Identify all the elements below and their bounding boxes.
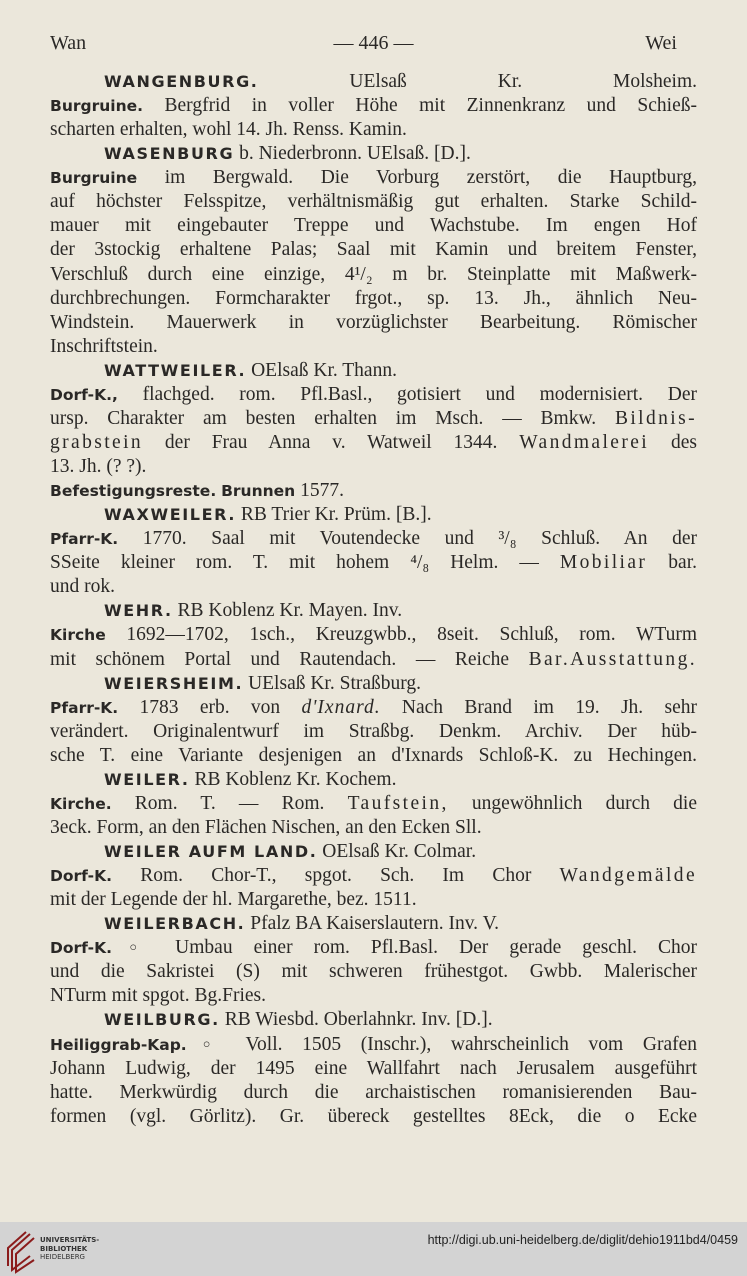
text-segment: formen (vgl. Görlitz). Gr. übereck gestelltes 8Eck, die o Ecke (50, 1105, 697, 1127)
text-line (50, 166, 697, 190)
building-label: Burgruine (50, 169, 138, 188)
text-segment: der 3stockig erhaltene Palas; Saal mit Kamin und breitem Fenster, (50, 239, 697, 261)
text-segment: bar. (647, 552, 697, 574)
text-line (50, 864, 697, 888)
text-line (50, 118, 697, 142)
entry-heading-line (50, 912, 697, 936)
text-line (50, 720, 697, 744)
text-segment: Windstein. Mauerwerk in vorzüglichster Bearbeitung. Römischer (50, 311, 697, 333)
text-segment: SSeite kleiner rom. T. mit hohem ⁴/₈ Helm. — (50, 552, 560, 574)
place-name: WANGENBURG. (104, 72, 259, 91)
text-segment: flachged. rom. Pfl.Basl., gotisiert und modernisiert. Der (117, 383, 697, 405)
library-name (40, 1236, 99, 1262)
text-segment: RB Trier Kr. Prüm. [B.]. (236, 504, 432, 526)
place-name: WEILERBACH. (104, 914, 246, 934)
text-segment: 1577. (295, 480, 344, 502)
text-segment: OElsaß Kr. Thann. (246, 359, 397, 381)
text-line (50, 455, 697, 479)
text-segment: Johann Ludwig, der 1495 eine Wallfahrt nach Jerusalem ausgeführt (50, 1057, 697, 1079)
text-segment: Rom. Chor-T., spgot. Sch. Im Chor (111, 865, 560, 887)
text-line (50, 407, 697, 431)
library-logo-icon (6, 1230, 38, 1274)
text-line (50, 311, 697, 335)
text-line (50, 623, 697, 647)
building-label: Pfarr-K. (50, 698, 119, 717)
text-line (50, 1081, 697, 1105)
building-label: Kirche. (50, 794, 112, 813)
text-segment: b. Niederbronn. UElsaß. [D.]. (234, 143, 471, 165)
building-label: Befestigungsreste. (50, 482, 217, 501)
text-segment: der Frau Anna v. Watweil 1344. (143, 431, 520, 453)
text-line (50, 792, 697, 816)
place-name: WAXWEILER. (104, 505, 236, 525)
text-line (50, 383, 697, 407)
text-segment: grabstein (50, 431, 144, 453)
text-line (50, 335, 697, 359)
text-segment: Pfalz BA Kaiserslautern. Inv. V. (245, 913, 500, 935)
text-line (50, 238, 697, 262)
building-label: Kirche (50, 626, 106, 645)
text-segment: RB Koblenz Kr. Mayen. Inv. (172, 600, 403, 622)
text-segment: mauer mit eingebauter Treppe und Wachstube. Im engen Hof (50, 215, 697, 237)
entry-heading-line (50, 768, 697, 792)
text-segment: 3eck. Form, an den Flächen Nischen, an den Ecken Sll. (50, 816, 482, 838)
place-name: WEILER AUFM LAND. (104, 842, 318, 861)
entry-heading-line (50, 142, 697, 166)
text-line (50, 263, 697, 287)
text-line (50, 936, 697, 960)
text-segment: Umbau einer rom. Pfl.Basl. Der gerade geschl. Chor (154, 937, 697, 959)
text-segment: und rok. (50, 576, 115, 598)
text-segment: des (649, 431, 697, 453)
text-segment: sche T. eine Variante desjenigen an d'Ixnards Schloß-K. zu Hechingen. (50, 744, 697, 766)
entry-heading-line (50, 672, 697, 696)
text-segment: UElsaß Kr. Molsheim. (258, 71, 697, 92)
text-line (50, 1105, 697, 1129)
text-segment: 1770. Saal mit Voutendecke und ³/₈ Schluß. An der (118, 528, 697, 550)
entry-heading-line (50, 840, 697, 864)
text-segment: Voll. 1505 (Inschr.), wahrscheinlich vom Grafen (226, 1033, 698, 1055)
text-segment: Taufstein, (347, 792, 449, 814)
library-name-line: HEIDELBERG (40, 1253, 85, 1261)
text-segment: Bergfrid in voller Höhe mit Zinnenkranz und Schieß- (143, 95, 697, 117)
running-head-left: Wan (50, 32, 87, 54)
text-segment: Bar.Ausstattung. (528, 648, 697, 670)
text-line (50, 1057, 697, 1081)
place-name: WASENBURG (104, 144, 235, 164)
text-segment: Rom. T. — Rom. (111, 792, 348, 814)
entry-heading-line (50, 503, 697, 527)
text-segment: OElsaß Kr. Colmar. (317, 841, 477, 862)
text-line (50, 287, 697, 311)
text-segment: UElsaß Kr. Straßburg. (243, 672, 422, 694)
building-label: Pfarr-K. (50, 530, 119, 549)
text-segment: d'Ixnard. (301, 696, 381, 718)
text-segment: RB Koblenz Kr. Kochem. (189, 768, 397, 790)
building-label: Dorf-K.◦ (50, 939, 155, 958)
text-line (50, 816, 697, 840)
entry-heading-line (50, 599, 697, 623)
text-segment: Mobiliar (559, 552, 648, 574)
text-segment: und die Sakristei (S) mit schweren frühestgot. Gwbb. Malerischer (50, 961, 697, 983)
place-name: WATTWEILER. (104, 360, 247, 380)
building-label: Heiliggrab-Kap.◦ (50, 1035, 227, 1054)
text-segment: verändert. Originalentwurf im Straßbg. Denkm. Archiv. Der hüb- (50, 720, 697, 742)
text-line (50, 960, 697, 984)
text-segment: 13. Jh. (? ?). (50, 456, 147, 477)
building-label: Dorf-K., (50, 385, 118, 404)
place-name: WEILER. (104, 769, 190, 789)
place-name: WEHR. (104, 601, 173, 621)
text-segment: auf höchster Felsspitze, verhältnismäßig gut erhalten. Starke Schild- (50, 191, 697, 213)
building-label: Burgruine. (50, 97, 144, 116)
place-name: WEILBURG. (104, 1010, 220, 1030)
footer-bar (0, 1222, 747, 1276)
text-line (50, 479, 697, 503)
running-head-right: Wei (645, 32, 677, 54)
text-line (50, 551, 697, 575)
entry-heading-line (50, 70, 697, 94)
text-segment: scharten erhalten, wohl 14. Jh. Renss. Kamin. (50, 119, 407, 141)
text-segment: Inschriftstein. (50, 335, 158, 357)
text-segment: 1692—1702, 1sch., Kreuzgwbb., 8seit. Schluß, rom. WTurm (105, 624, 697, 646)
text-segment: NTurm mit spgot. Bg.Fries. (50, 985, 266, 1007)
page-body (50, 70, 697, 1129)
entry-heading-line (50, 359, 697, 383)
text-segment: Bildnis- (614, 407, 697, 429)
page-number: — 446 — (333, 32, 414, 54)
entry-heading-line (50, 1008, 697, 1032)
text-segment: ursp. Charakter am besten erhalten im Msch. — Bmkw. (50, 407, 615, 429)
text-line (50, 214, 697, 238)
text-line (50, 190, 697, 214)
text-segment: durchbrechungen. Formcharakter frgot., sp. 13. Jh., ähnlich Neu- (50, 287, 697, 309)
text-segment: Wandmalerei (519, 431, 650, 453)
text-segment: Verschluß durch eine einzige, 4¹/₂ m br. Steinplatte mit Maßwerk- (50, 263, 697, 285)
text-segment: mit schönem Portal und Rautendach. — Reiche (50, 648, 529, 670)
text-segment: mit der Legende der hl. Margarethe, bez. 1511. (50, 889, 417, 911)
library-name-line: UNIVERSITÄTS- (40, 1236, 100, 1244)
text-line (50, 431, 697, 455)
building-label: Brunnen (221, 482, 296, 501)
text-line (50, 984, 697, 1008)
text-line (50, 1033, 697, 1057)
text-line (50, 575, 697, 599)
text-line (50, 527, 697, 551)
text-segment: RB Wiesbd. Oberlahnkr. Inv. [D.]. (219, 1009, 493, 1031)
text-line (50, 744, 697, 768)
text-line (50, 888, 697, 912)
text-segment: Nach Brand im 19. Jh. sehr (380, 696, 697, 718)
library-name-line: BIBLIOTHEK (40, 1244, 88, 1253)
text-segment: hatte. Merkwürdig durch die archaistischen romanisierenden Bau- (50, 1081, 697, 1103)
text-segment: Wandgemälde (559, 865, 697, 887)
text-line (50, 94, 697, 118)
building-label: Dorf-K. (50, 867, 112, 886)
text-segment: im Bergwald. Die Vorburg zerstört, die Hauptburg, (137, 167, 697, 189)
text-segment: 1783 erb. von (118, 696, 302, 718)
source-url[interactable]: http://digi.ub.uni-heidelberg.de/diglit/dehio1911bd4/0459 (427, 1233, 738, 1247)
text-line (50, 648, 697, 672)
text-segment: ungewöhnlich durch die (448, 792, 697, 814)
place-name: WEIERSHEIM. (104, 673, 244, 693)
text-line (50, 696, 697, 720)
